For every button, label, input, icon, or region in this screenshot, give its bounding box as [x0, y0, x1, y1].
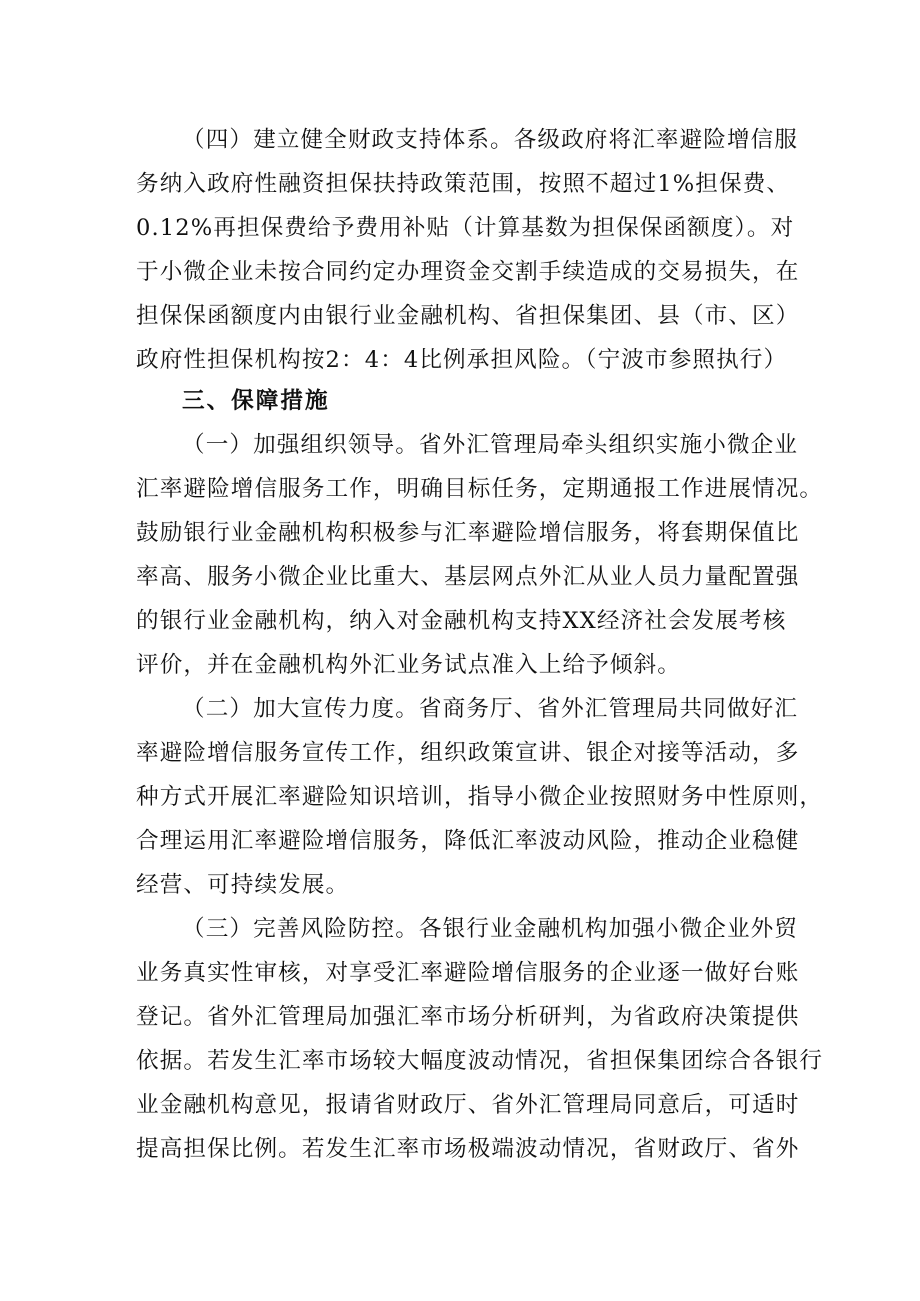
para-s3-line-5: 业金融机构意见，报请省财政厅、省外汇管理局同意后，可适时 — [136, 1092, 800, 1118]
para-s1-line-2: 汇率避险增信服务工作，明确目标任务，定期通报工作进展情况。 — [136, 476, 824, 502]
para-s1-line-5: 的银行业金融机构，纳入对金融机构支持XX经济社会发展考核 — [136, 608, 787, 634]
para-s1-line-1: （一）加强组织领导。省外汇管理局牵头组织实施小微企业 — [182, 432, 799, 458]
section-heading: 三、保障措施 — [182, 388, 330, 414]
para-s1-line-4: 率高、服务小微企业比重大、基层网点外汇从业人员力量配置强 — [136, 564, 800, 590]
para-4-line-6: 政府性担保机构按2：4：4比例承担风险。（宁波市参照执行） — [136, 347, 788, 373]
para-s3-line-3: 登记。省外汇管理局加强汇率市场分析研判，为省政府决策提供 — [136, 1004, 800, 1030]
para-4-line-2: 务纳入政府性融资担保扶持政策范围，按照不超过1%担保费、 — [136, 171, 791, 197]
para-4-line-1: （四）建立健全财政支持体系。各级政府将汇率避险增信服 — [182, 127, 799, 153]
para-s3-line-4: 依据。若发生汇率市场较大幅度波动情况，省担保集团综合各银行 — [136, 1048, 824, 1074]
para-4-line-5: 担保保函额度内由银行业金融机构、省担保集团、县（市、区） — [136, 303, 800, 329]
para-s1-line-6: 评价，并在金融机构外汇业务试点准入上给予倾斜。 — [136, 652, 681, 678]
para-s2-line-4: 合理运用汇率避险增信服务，降低汇率波动风险，推动企业稳健 — [136, 828, 800, 854]
para-s2-line-2: 率避险增信服务宣传工作，组织政策宣讲、银企对接等活动，多 — [136, 740, 800, 766]
para-s1-line-3: 鼓励银行业金融机构积极参与汇率避险增信服务，将套期保值比 — [136, 520, 800, 546]
para-s2-line-5: 经营、可持续发展。 — [136, 872, 350, 898]
para-4-line-4: 于小微企业未按合同约定办理资金交割手续造成的交易损失，在 — [136, 259, 800, 285]
para-s2-line-1: （二）加大宣传力度。省商务厅、省外汇管理局共同做好汇 — [182, 696, 799, 722]
para-s3-line-2: 业务真实性审核，对享受汇率避险增信服务的企业逐一做好台账 — [136, 960, 800, 986]
para-s2-line-3: 种方式开展汇率避险知识培训，指导小微企业按照财务中性原则， — [136, 784, 824, 810]
para-4-line-3: 0.12%再担保费给予费用补贴（计算基数为担保保函额度）。对 — [136, 215, 795, 241]
para-s3-line-6: 提高担保比例。若发生汇率市场极端波动情况，省财政厅、省外 — [136, 1136, 800, 1162]
para-s3-line-1: （三）完善风险防控。各银行业金融机构加强小微企业外贸 — [182, 916, 799, 942]
